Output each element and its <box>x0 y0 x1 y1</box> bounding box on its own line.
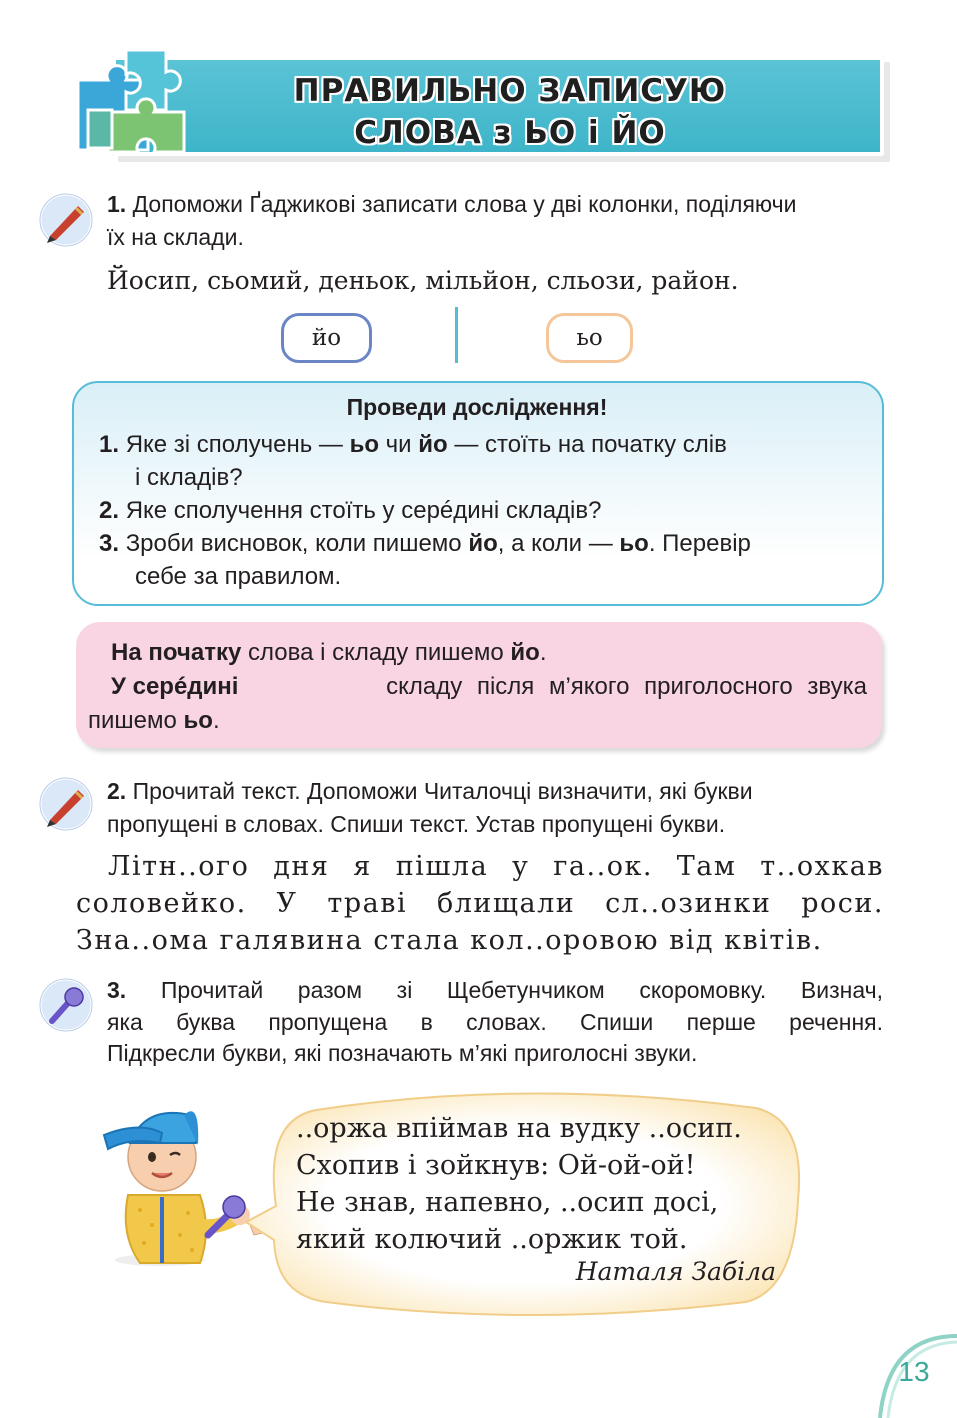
research-questions <box>99 428 869 593</box>
task1-instruction <box>107 188 927 254</box>
microphone-icon <box>38 977 94 1033</box>
task1-text-line1: Допоможи Ґаджикові записати слова у дві колонки, поділяючи <box>132 191 797 217</box>
research-q1-cont: і складів? <box>135 464 243 491</box>
research-q1: 1. Яке зі сполучень — ьо чи йо — стоїть на початку слів <box>99 431 727 458</box>
column-io-label: ьо <box>546 313 633 363</box>
poem-author: Наталя Забіла <box>575 1257 776 1286</box>
column-divider <box>455 307 458 363</box>
puzzle-icon <box>68 40 198 160</box>
task1-words: Йосип, сьомий, деньок, мільйон, сльози, район. <box>107 266 739 295</box>
research-q3: 3. Зроби висновок, коли пишемо йо, а коли — ьо. Перевір <box>99 530 751 557</box>
rule-line-1: На початку слова і складу пишемо йо. <box>111 639 547 666</box>
title-line-1: ПРАВИЛЬНО ЗАПИСУЮ <box>293 73 727 109</box>
task3-instruction: 3. Прочитай разом зі Щебетунчиком скоромовку. Визнач, яка буква пропущена в словах. Спиши перше речення. Підкресли букви, які позначають м’які приголосні звуки. <box>107 977 883 1066</box>
research-heading: Проведи дослідження! <box>346 394 608 420</box>
poem-line: ..оржа впіймав на вудку ..осип. <box>296 1113 742 1144</box>
reading-line: Зна..ома галявина стала кол..оровою від квітів. <box>76 925 823 956</box>
reading-line: соловейко. У траві блищали сл..озинки роси. <box>76 888 884 919</box>
poem-line: який колючий ..оржик той. <box>296 1224 688 1255</box>
rule-line-2: У серéдині складу після м’якого приголосного звука <box>111 673 867 700</box>
research-q3-cont: себе за правилом. <box>135 563 342 590</box>
page-number: 13 <box>898 1356 930 1387</box>
page-title <box>180 70 840 154</box>
title-line-2: СЛОВА з ЬО і ЙО <box>354 115 666 151</box>
task2-reading <box>76 848 884 959</box>
column-yo-label: йо <box>281 313 372 363</box>
task2-instruction: 2. Прочитай текст. Допоможи Читалочці визначити, які букви пропущені в словах. Спиши текст. Устав пропущені букви. <box>107 778 753 837</box>
pen-icon <box>38 192 94 248</box>
poem-line: Не знав, напевно, ..осип досі, <box>296 1187 719 1218</box>
task1-text-line2: їх на склади. <box>107 224 244 250</box>
research-q2: 2. Яке сполучення стоїть у серéдині складів? <box>99 497 602 524</box>
rule-line-3: пишемо ьо. <box>88 707 220 734</box>
tongue-twister <box>296 1110 796 1258</box>
reading-line: Літн..ого дня я пішла у га..ок. Там т..охкав <box>108 851 884 882</box>
pen-icon <box>38 776 94 832</box>
poem-line: Схопив і зойкнув: Ой-ой-ой! <box>296 1150 696 1181</box>
task1-number: 1. <box>107 191 127 217</box>
